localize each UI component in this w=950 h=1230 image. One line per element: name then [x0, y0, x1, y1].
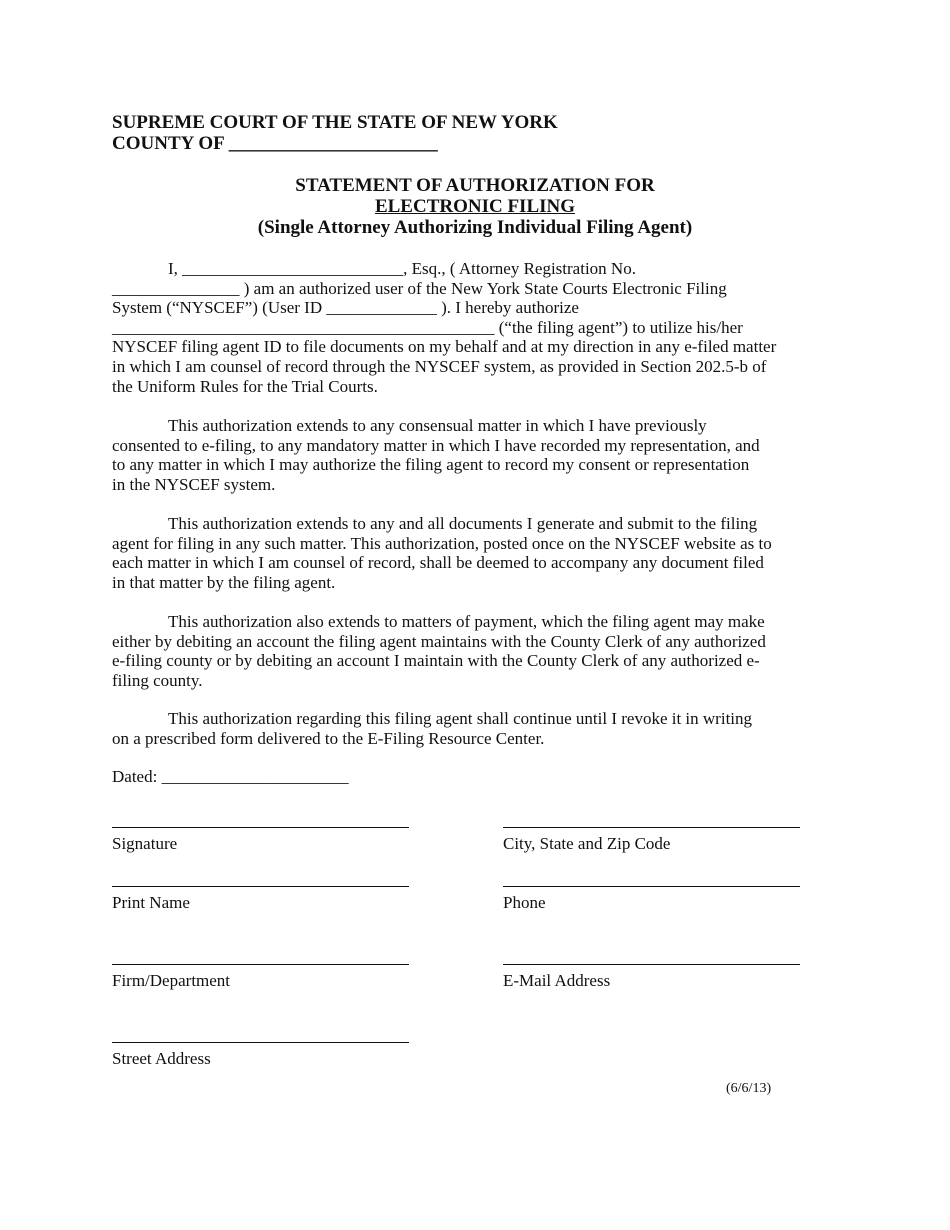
paragraph-line: in the NYSCEF system. [112, 474, 276, 494]
paragraph-line: the Uniform Rules for the Trial Courts. [112, 376, 378, 396]
paragraph-payment [112, 612, 840, 690]
phone-field[interactable] [503, 886, 800, 912]
paragraph-line: each matter in which I am counsel of record, shall be deemed to accompany any document filed [112, 553, 764, 573]
phone-label: Phone [503, 893, 546, 912]
court-heading [112, 112, 558, 154]
city-state-zip-field[interactable] [503, 827, 800, 853]
street-address-line[interactable] [112, 1042, 409, 1043]
paragraph-line: This authorization regarding this filing agent shall continue until I revoke it in writing [168, 709, 753, 728]
firm-department-line[interactable] [112, 964, 409, 965]
paragraph-line: agent for filing in any such matter. This authorization, posted once on the NYSCEF website as to [112, 533, 772, 553]
paragraph-line: _______________ ) am an authorized user of the New York State Courts Electronic Filing [112, 278, 727, 298]
paragraph-line: consented to e-filing, to any mandatory matter in which I have recorded my representation, and [112, 435, 760, 455]
paragraph-line: System (“NYSCEF”) (User ID _____________ ). I hereby authorize [112, 298, 579, 318]
print-name-label: Print Name [112, 893, 190, 912]
print-name-line[interactable] [112, 886, 409, 887]
title-line-2: ELECTRONIC FILING [374, 196, 576, 217]
firm-department-label: Firm/Department [112, 971, 231, 990]
dated-field[interactable]: Dated: ______________________ [112, 767, 349, 786]
email-field[interactable] [503, 964, 800, 990]
paragraph-line: filing county. [112, 670, 203, 690]
paragraph-authorization [112, 259, 840, 396]
paragraph-line: This authorization extends to any and all documents I generate and submit to the filing [168, 514, 758, 533]
paragraph-line: e-filing county or by debiting an account I maintain with the County Clerk of any authorized e- [112, 651, 760, 671]
email-label: E-Mail Address [503, 971, 611, 990]
form-version-date: (6/6/13) [726, 1081, 772, 1096]
street-address-field[interactable] [112, 1042, 409, 1068]
paragraph-revocation [112, 709, 840, 748]
title-line-1: STATEMENT OF AUTHORIZATION FOR [295, 175, 655, 196]
email-line[interactable] [503, 964, 800, 965]
form-title [0, 175, 950, 238]
court-name: SUPREME COURT OF THE STATE OF NEW YORK [112, 112, 558, 133]
paragraph-line: on a prescribed form delivered to the E-Filing Resource Center. [112, 728, 545, 748]
street-address-label: Street Address [112, 1049, 211, 1068]
print-name-field[interactable] [112, 886, 409, 912]
county-line: COUNTY OF ______________________ [112, 133, 438, 154]
paragraph-matters [112, 416, 840, 494]
paragraph-line: to any matter in which I may authorize the filing agent to record my consent or representation [112, 455, 750, 475]
paragraph-line: either by debiting an account the filing agent maintains with the County Clerk of any authorized [112, 631, 766, 651]
city-state-zip-line[interactable] [503, 827, 800, 828]
paragraph-line: _____________________________________________ (“the filing agent”) to utilize his/her [112, 317, 743, 337]
title-line-3: (Single Attorney Authorizing Individual Filing Agent) [257, 217, 693, 238]
firm-department-field[interactable] [112, 964, 409, 990]
paragraph-line: This authorization extends to any consensual matter in which I have previously [168, 416, 707, 435]
signature-field[interactable] [112, 827, 409, 853]
phone-line[interactable] [503, 886, 800, 887]
paragraph-line: in which I am counsel of record through the NYSCEF system, as provided in Section 202.5-b of [112, 356, 767, 376]
paragraph-line: in that matter by the filing agent. [112, 572, 336, 592]
paragraph-line: This authorization also extends to matters of payment, which the filing agent may make [168, 612, 765, 631]
paragraph-line: I, __________________________, Esq., ( Attorney Registration No. [168, 259, 636, 278]
signature-label: Signature [112, 834, 178, 853]
paragraph-line: NYSCEF filing agent ID to file documents on my behalf and at my direction in any e-filed matter [112, 337, 777, 357]
signature-line[interactable] [112, 827, 409, 828]
paragraph-documents [112, 514, 840, 592]
city-state-zip-label: City, State and Zip Code [503, 834, 671, 853]
